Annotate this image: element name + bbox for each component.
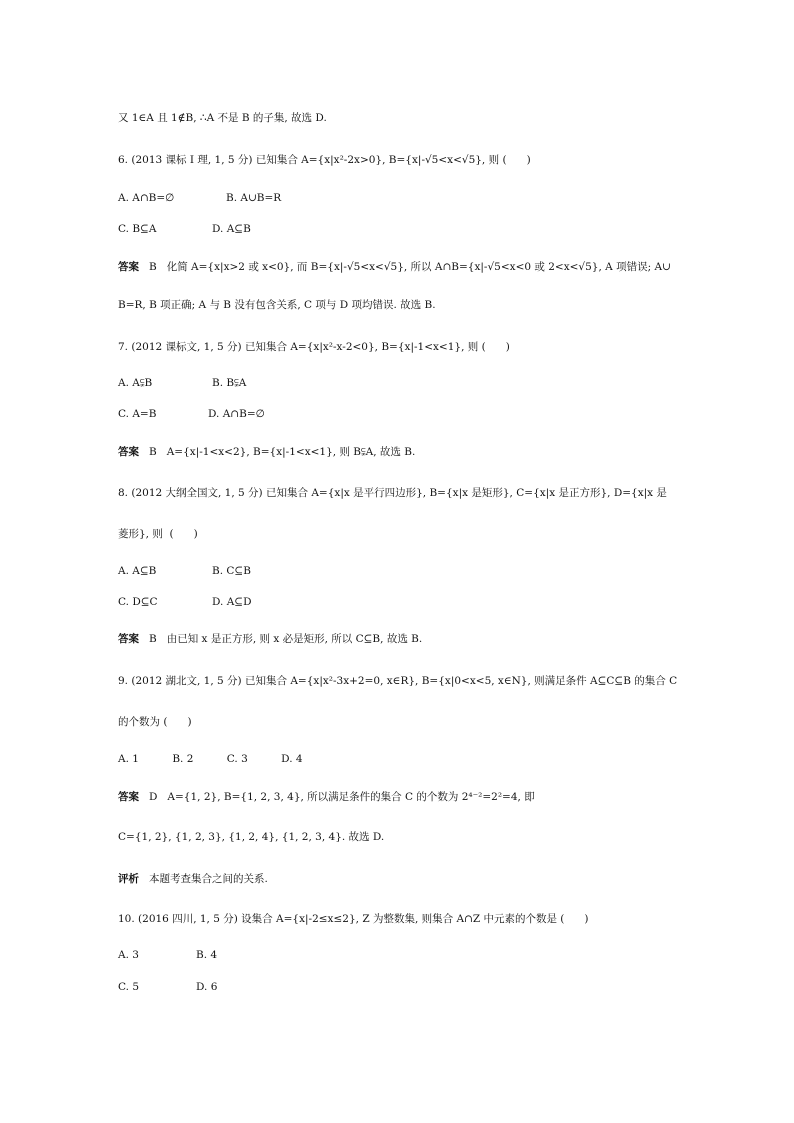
option-a: A. 3 [118,949,139,961]
text-line [118,790,535,804]
option-b: D. A⊆B [212,223,251,235]
option-a: C. D⊆C [118,596,158,608]
text-line [118,674,677,688]
answer-label: 答案 [118,446,139,458]
option-b: D. 6 [196,981,218,993]
line-text: 又 1∈A 且 1∉B, ∴A 不是 B 的子集, 故选 D. [118,112,327,124]
text-line [118,872,268,886]
line-text: A={x|-1<x<2}, B={x|-1<x<1}, 则 B⫋A, 故选 B. [166,446,416,458]
text-line [118,912,589,926]
option-b: D. A⊆D [212,596,252,608]
text-line [118,153,531,167]
answer-choice: B [149,261,157,273]
line-text: 10. (2016 四川, 1, 5 分) 设集合 A={x|-2≤x≤2}, Z 为整数集, 则集合 A∩Z 中元素的个数是 ( ) [118,913,589,925]
text-line [118,830,384,844]
text-line [118,527,198,541]
text-line [118,486,667,500]
line-text: 本题考查集合之间的关系. [149,873,268,885]
line-text: 8. (2012 大纲全国文, 1, 5 分) 已知集合 A={x|x 是平行四边形}, B={x|x 是矩形}, C={x|x 是正方形}, D={x|x 是 [118,487,667,499]
line-text: 6. (2013 课标 Ⅰ 理, 1, 5 分) 已知集合 A={x|x²-2x>0}, B={x|-√5<x<√5}, 则 ( ) [118,154,531,166]
line-text: C={1, 2}, {1, 2, 3}, {1, 2, 4}, {1, 2, 3, 4}. 故选 D. [118,831,385,843]
answer-choice: D [149,791,158,803]
line-text: 9. (2012 湖北文, 1, 5 分) 已知集合 A={x|x²-3x+2=0, x∈R}, B={x|0<x<5, x∈N}, 则满足条件 A⊆C⊆B 的集合 C [118,675,678,687]
option-b: D. A∩B=∅ [208,408,265,420]
answer-label: 答案 [118,791,139,803]
answer-label: 答案 [118,261,139,273]
line-text: B=R, B 项正确; A 与 B 没有包含关系, C 项与 D 项均错误. 故选 B. [118,299,436,311]
option-b: B. C⊆B [212,565,251,577]
text-line [118,632,422,646]
line-text: 7. (2012 课标文, 1, 5 分) 已知集合 A={x|x²-x-2<0}, B={x|-1<x<1}, 则 ( ) [118,341,510,353]
line-text: 菱形}, 则 ( ) [118,528,198,540]
answer-choice: B [149,446,157,458]
option-a: C. B⊆A [118,223,157,235]
option-b: B. 4 [196,949,218,961]
option-b: B. A∪B=R [226,192,282,204]
text-line [118,715,192,729]
text-line [118,445,415,459]
answer-choice: B [149,633,157,645]
line-text: A. 1 B. 2 C. 3 D. 4 [118,753,303,765]
text-line [118,111,327,125]
line-text: 由已知 x 是正方形, 则 x 必是矩形, 所以 C⊆B, 故选 B. [166,633,423,645]
option-a: A. A∩B=∅ [118,192,175,204]
answer-label: 评析 [118,873,139,885]
text-line [118,340,510,354]
line-text: 的个数为 ( ) [118,716,192,728]
option-a: A. A⫋B [118,377,153,389]
answer-label: 答案 [118,633,139,645]
option-a: A. A⊆B [118,565,157,577]
text-line [118,298,436,312]
option-a: C. A=B [118,408,157,420]
text-line [118,752,303,766]
text-line [118,260,671,274]
option-a: C. 5 [118,981,140,993]
option-b: B. B⫋A [212,377,247,389]
line-text: A={1, 2}, B={1, 2, 3, 4}, 所以满足条件的集合 C 的个数为 2⁴⁻²=2²=4, 即 [167,791,535,803]
line-text: 化简 A={x|x>2 或 x<0}, 而 B={x|-√5<x<√5}, 所以 A∩B={x|-√5<x<0 或 2<x<√5}, A 项错误; A∪ [166,261,671,273]
